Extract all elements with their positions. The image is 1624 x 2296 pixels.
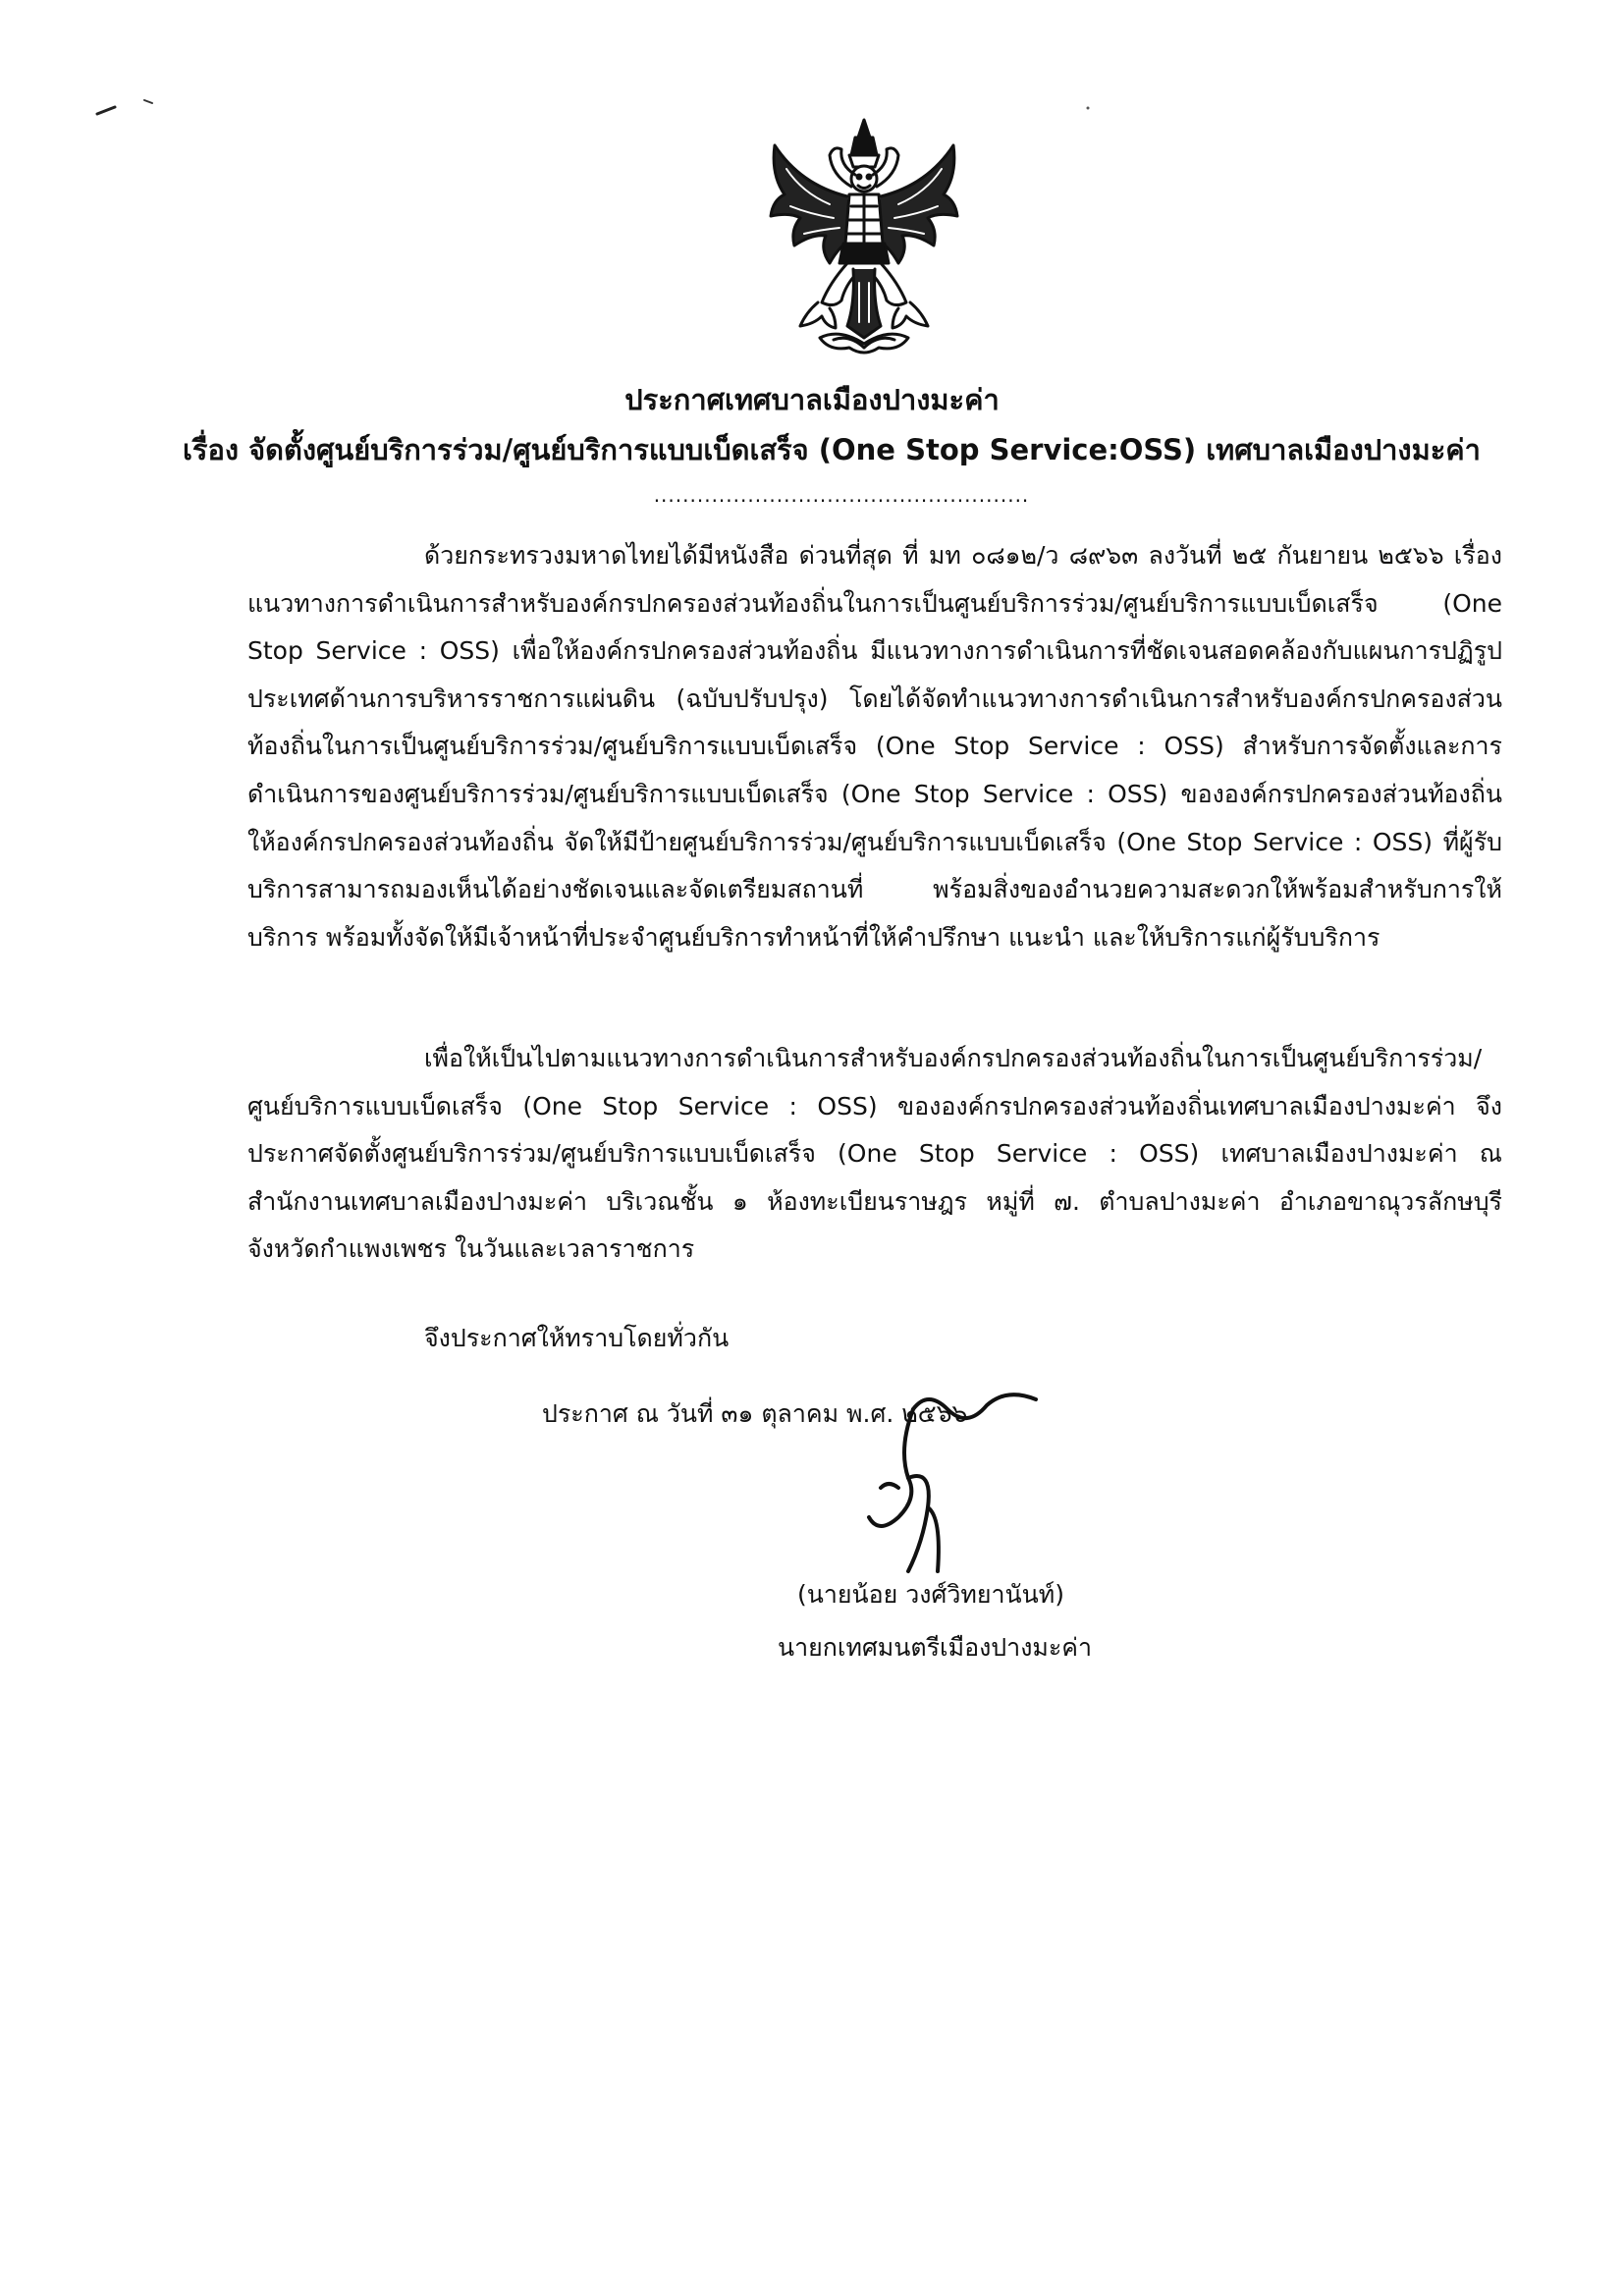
signer-name: (นายน้อย วงศ์วิทยานันท์) [797, 1580, 1064, 1609]
announcement-date: ประกาศ ณ วันที่ ๓๑ ตุลาคม พ.ศ. ๒๕๖๖ [542, 1399, 968, 1428]
garuda-emblem-icon [761, 116, 967, 361]
announcement-subject: เรื่อง จัดตั้งศูนย์บริการร่วม/ศูนย์บริการแบบเบ็ดเสร็จ (One Stop Service:OSS) เทศบาลเมืองปางมะค่า [183, 433, 1481, 466]
scan-mark-icon [93, 94, 162, 124]
body-paragraph-1: ด้วยกระทรวงมหาดไทยได้มีหนังสือ ด่วนที่สุด ที่ มท ๐๘๑๒/ว ๘๙๖๓ ลงวันที่ ๒๕ กันยายน ๒๕๖๖ เรื่อง แนวทางการดำเนินการสำหรับองค์กรปกครองส่วนท้องถิ่นในการเป็นศูนย์บริการร่วม/ศูนย์บริการแบบเบ็ดเสร็จ (One Stop Service : OSS) เพื่อให้องค์กรปกครองส่วนท้องถิ่น มีแนวทางการดำเนินการที่ชัดเจนสอดคล้องกับแผนการปฏิรูปประเทศด้านการบริหารราชการแผ่นดิน (ฉบับปรับปรุง) โดยได้จัดทำแนวทางการดำเนินการสำหรับองค์กรปกครองส่วนท้องถิ่นในการเป็นศูนย์บริการร่วม/ศูนย์บริการแบบเบ็ดเสร็จ (One Stop Service : OSS) สำหรับการจัดตั้งและการดำเนินการของศูนย์บริการร่วม/ศูนย์บริการแบบเบ็ดเสร็จ (One Stop Service : OSS) ขององค์กรปกครองส่วนท้องถิ่น ให้องค์กรปกครองส่วนท้องถิ่น จัดให้มีป้ายศูนย์บริการร่วม/ศูนย์บริการแบบเบ็ดเสร็จ (One Stop Service : OSS) ที่ผู้รับบริการสามารถมองเห็นได้อย่างชัดเจนและจัดเตรียมสถานที่ พร้อมสิ่งของอำนวยความสะดวกให้พร้อมสำหรับการให้บริการ พร้อมทั้งจัดให้มีเจ้าหน้าที่ประจำศูนย์บริการทำหน้าที่ให้คำปรึกษา แนะนำ และให้บริการแก่ผู้รับบริการ [247, 541, 1502, 952]
announcement-title: ประกาศเทศบาลเมืองปางมะค่า [624, 383, 1000, 416]
body-paragraph-2: เพื่อให้เป็นไปตามแนวทางการดำเนินการสำหรับองค์กรปกครองส่วนท้องถิ่นในการเป็นศูนย์บริการร่วม/ศูนย์บริการแบบเบ็ดเสร็จ (One Stop Service : OSS) ขององค์กรปกครองส่วนท้องถิ่นเทศบาลเมืองปางมะค่า จึงประกาศจัดตั้งศูนย์บริการร่วม/ศูนย์บริการแบบเบ็ดเสร็จ (One Stop Service : OSS) เทศบาลเมืองปางมะค่า ณ สำนักงานเทศบาลเมืองปางมะค่า บริเวณชั้น ๑ ห้องทะเบียนราษฎร หมู่ที่ ๗. ตำบลปางมะค่า อำเภอขาณุวรลักษบุรี จังหวัดกำแพงเพชร ในวันและเวลาราชการ [247, 1044, 1502, 1264]
closing-statement: จึงประกาศให้ทราบโดยทั่วกัน [424, 1324, 730, 1352]
signer-position: นายกเทศมนตรีเมืองปางมะค่า [778, 1633, 1093, 1662]
handwritten-signature-icon [839, 1370, 1065, 1576]
title-separator: .................................................... [653, 483, 1030, 507]
scan-dot-icon [1084, 104, 1092, 112]
